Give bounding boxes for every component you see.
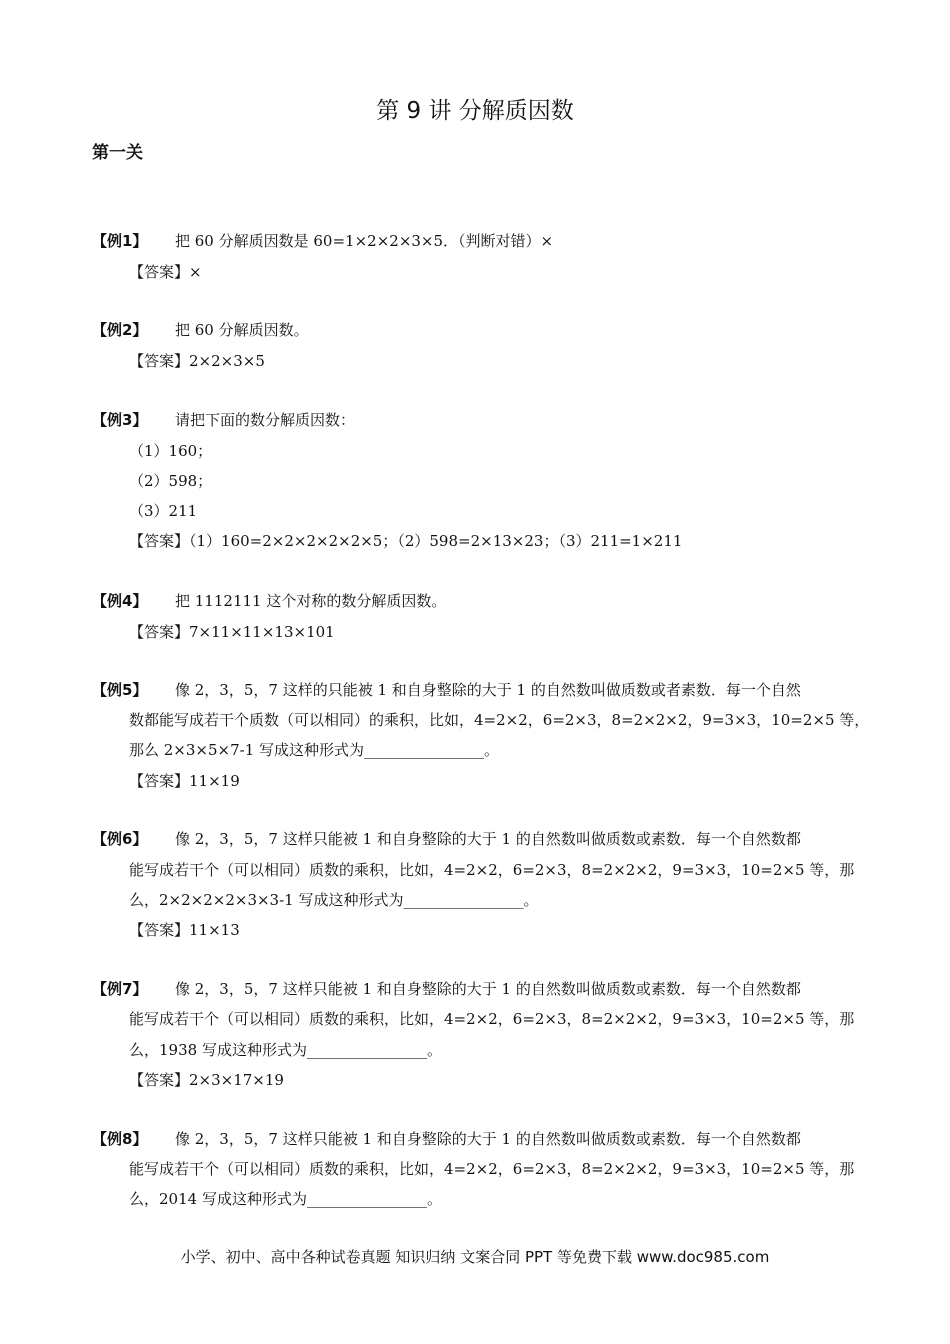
question-line: （1）160； bbox=[129, 442, 213, 460]
example-label: 【例8】 bbox=[92, 1130, 148, 1148]
question-line: 把 1112111 这个对称的数分解质因数。 bbox=[175, 592, 447, 610]
answer: 【答案】7×11×11×13×101 bbox=[129, 623, 335, 641]
question-line: 数都能写成若干个质数（可以相同）的乘积，比如，4=2×2，6=2×3，8=2×2×2，9=3×3，10=2×5 等， bbox=[129, 711, 870, 729]
question-line: 那么 2×3×5×7-1 写成这种形式为________________。 bbox=[129, 741, 500, 759]
example-label: 【例3】 bbox=[92, 411, 148, 429]
answer: 【答案】11×13 bbox=[129, 921, 240, 939]
answer: 【答案】2×3×17×19 bbox=[129, 1071, 284, 1089]
question-line: （3）211 bbox=[129, 502, 198, 520]
answer: 【答案】（1）160=2×2×2×2×2×5；（2）598=2×13×23；（3）211=1×211 bbox=[129, 532, 683, 550]
question-line: 请把下面的数分解质因数： bbox=[175, 411, 356, 429]
answer: 【答案】× bbox=[129, 263, 202, 281]
page-title: 第 9 讲 分解质因数 bbox=[376, 98, 574, 124]
example-label: 【例1】 bbox=[92, 232, 148, 250]
footer-text: 小学、初中、高中各种试卷真题 知识归纳 文案合同 PPT 等免费下载 www.doc985.com bbox=[180, 1248, 770, 1266]
question-line: 把 60 分解质因数是 60=1×2×2×3×5．（判断对错）× bbox=[175, 232, 554, 250]
example-label: 【例2】 bbox=[92, 321, 148, 339]
question-line: 能写成若干个（可以相同）质数的乘积，比如，4=2×2，6=2×3，8=2×2×2，9=3×3，10=2×5 等，那 bbox=[129, 1160, 855, 1178]
question-line: 么，1938 写成这种形式为________________。 bbox=[129, 1041, 442, 1059]
question-line: 像 2，3，5，7 这样只能被 1 和自身整除的大于 1 的自然数叫做质数或素数．每一个自然数都 bbox=[175, 1130, 801, 1148]
question-line: 像 2，3，5，7 这样只能被 1 和自身整除的大于 1 的自然数叫做质数或素数．每一个自然数都 bbox=[175, 980, 801, 998]
question-line: 么，2014 写成这种形式为________________。 bbox=[129, 1190, 442, 1208]
question-line: 能写成若干个（可以相同）质数的乘积，比如，4=2×2，6=2×3，8=2×2×2，9=3×3，10=2×5 等，那 bbox=[129, 1010, 855, 1028]
question-line: 像 2，3，5，7 这样只能被 1 和自身整除的大于 1 的自然数叫做质数或素数．每一个自然数都 bbox=[175, 830, 801, 848]
question-line: 把 60 分解质因数。 bbox=[175, 321, 309, 339]
question-line: 么，2×2×2×2×3×3-1 写成这种形式为________________。 bbox=[129, 891, 539, 909]
question-line: （2）598； bbox=[129, 472, 213, 490]
example-label: 【例6】 bbox=[92, 830, 148, 848]
answer: 【答案】2×2×3×5 bbox=[129, 352, 265, 370]
section-title: 第一关 bbox=[92, 143, 143, 163]
question-line: 能写成若干个（可以相同）质数的乘积，比如，4=2×2，6=2×3，8=2×2×2，9=3×3，10=2×5 等，那 bbox=[129, 861, 855, 879]
answer: 【答案】11×19 bbox=[129, 772, 240, 790]
question-line: 像 2，3，5，7 这样的只能被 1 和自身整除的大于 1 的自然数叫做质数或者素数．每一个自然 bbox=[175, 681, 801, 699]
example-label: 【例7】 bbox=[92, 980, 148, 998]
example-label: 【例5】 bbox=[92, 681, 148, 699]
example-label: 【例4】 bbox=[92, 592, 148, 610]
